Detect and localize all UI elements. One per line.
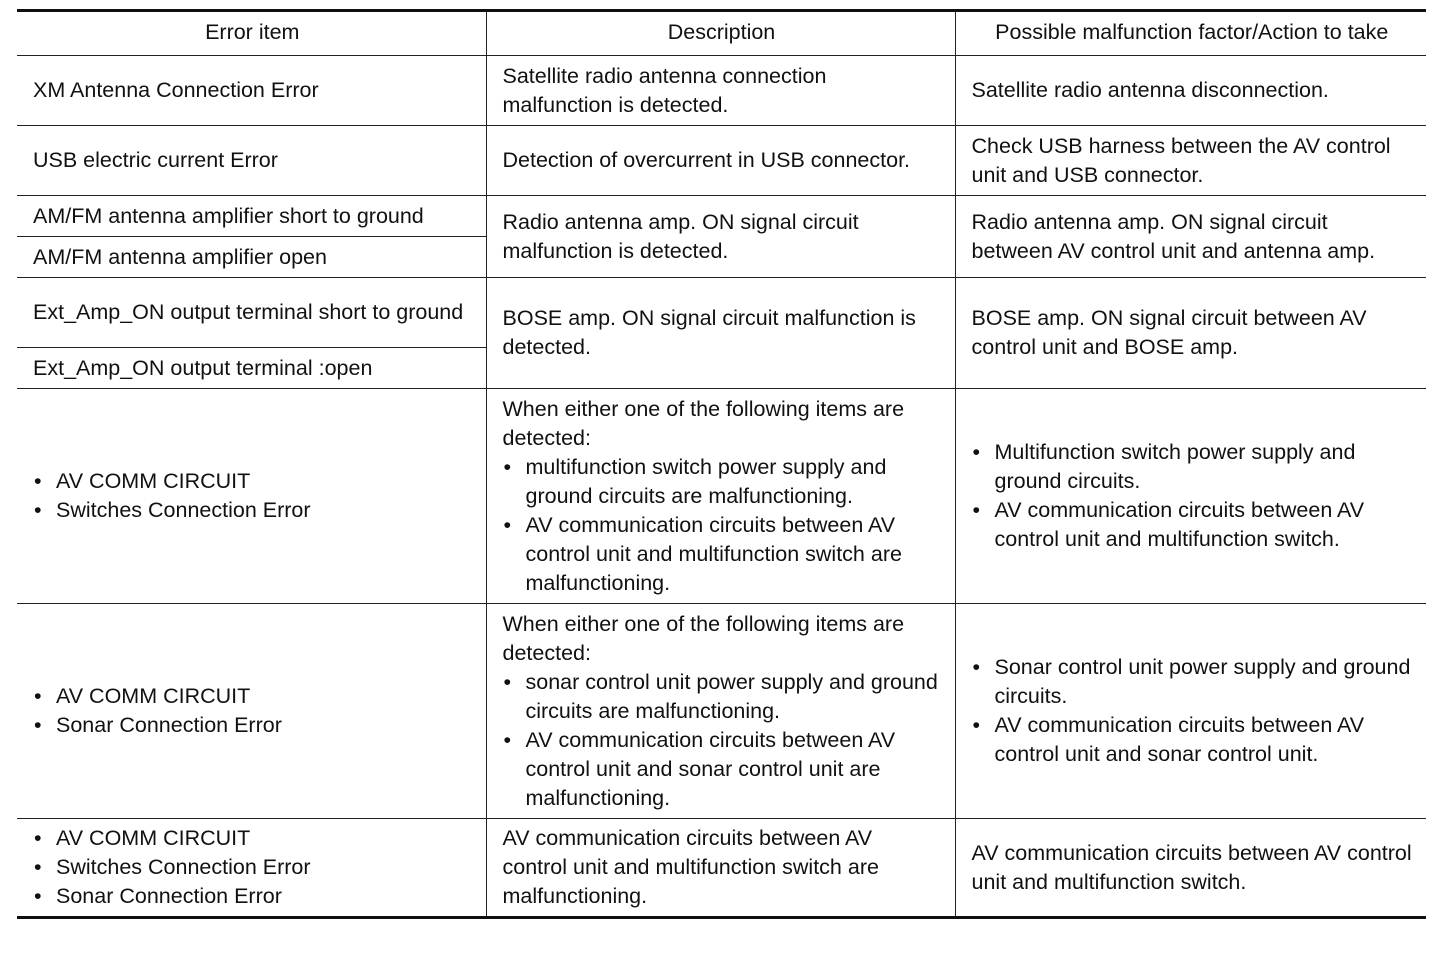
action-cell	[955, 604, 1426, 819]
table-row	[17, 196, 1426, 237]
error-item-cell: USB electric current Error	[17, 126, 486, 196]
error-item-cell	[17, 819, 486, 918]
list-item: • AV COMM CIRCUIT	[33, 682, 472, 711]
header-error-item: Error item	[17, 11, 486, 56]
error-item-cell: Ext_Amp_ON output terminal :open	[17, 348, 486, 389]
action-list	[972, 438, 1413, 554]
list-item: • AV communication circuits between AV control unit and multifunction switch.	[972, 496, 1413, 554]
description-cell: Detection of overcurrent in USB connector.	[486, 126, 955, 196]
error-item-list	[33, 824, 472, 911]
error-item-cell: AM/FM antenna amplifier short to ground	[17, 196, 486, 237]
description-list	[503, 668, 941, 813]
table-row	[17, 56, 1426, 126]
action-list	[972, 653, 1413, 769]
error-item-list	[33, 682, 472, 740]
description-cell: Radio antenna amp. ON signal circuit malfunction is detected.	[486, 196, 955, 278]
list-item: • Sonar Connection Error	[33, 711, 472, 740]
description-intro: When either one of the following items are detected:	[502, 396, 905, 450]
action-cell: Check USB harness between the AV control unit and USB connector.	[955, 126, 1426, 196]
description-intro: When either one of the following items are detected:	[502, 611, 905, 665]
description-cell	[486, 389, 955, 604]
table-row	[17, 126, 1426, 196]
action-cell	[955, 389, 1426, 604]
action-cell: Satellite radio antenna disconnection.	[955, 56, 1426, 126]
header-row	[17, 11, 1426, 56]
error-item-cell: Ext_Amp_ON output terminal short to ground	[17, 278, 486, 348]
list-item: • Multifunction switch power supply and ground circuits.	[972, 438, 1413, 496]
error-item-cell	[17, 604, 486, 819]
list-item: • Switches Connection Error	[33, 496, 472, 525]
list-item: • AV COMM CIRCUIT	[33, 467, 472, 496]
table-row	[17, 278, 1426, 348]
list-item: • AV communication circuits between AV control unit and sonar control unit are malfunctioning.	[503, 726, 941, 813]
description-cell: AV communication circuits between AV control unit and multifunction switch are malfunctioning.	[486, 819, 955, 918]
description-cell: Satellite radio antenna connection malfunction is detected.	[486, 56, 955, 126]
action-cell: BOSE amp. ON signal circuit between AV control unit and BOSE amp.	[955, 278, 1426, 389]
description-cell	[486, 604, 955, 819]
list-item: • Sonar Connection Error	[33, 882, 472, 911]
action-cell: Radio antenna amp. ON signal circuit between AV control unit and antenna amp.	[955, 196, 1426, 278]
list-item: • AV communication circuits between AV control unit and sonar control unit.	[972, 711, 1413, 769]
description-list	[503, 453, 941, 598]
error-item-cell	[17, 389, 486, 604]
table-row	[17, 389, 1426, 604]
action-cell: AV communication circuits between AV control unit and multifunction switch.	[955, 819, 1426, 918]
table-row	[17, 604, 1426, 819]
error-item-list	[33, 467, 472, 525]
error-item-cell: AM/FM antenna amplifier open	[17, 237, 486, 278]
description-cell: BOSE amp. ON signal circuit malfunction is detected.	[486, 278, 955, 389]
list-item: • AV communication circuits between AV control unit and multifunction switch are malfunctioning.	[503, 511, 941, 598]
header-action: Possible malfunction factor/Action to take	[955, 11, 1426, 56]
list-item: • multifunction switch power supply and ground circuits are malfunctioning.	[503, 453, 941, 511]
list-item: • sonar control unit power supply and ground circuits are malfunctioning.	[503, 668, 941, 726]
list-item: • Switches Connection Error	[33, 853, 472, 882]
table-row	[17, 819, 1426, 918]
list-item: • Sonar control unit power supply and ground circuits.	[972, 653, 1413, 711]
error-table	[17, 9, 1426, 919]
error-item-cell: XM Antenna Connection Error	[17, 56, 486, 126]
header-description: Description	[486, 11, 955, 56]
list-item: • AV COMM CIRCUIT	[33, 824, 472, 853]
